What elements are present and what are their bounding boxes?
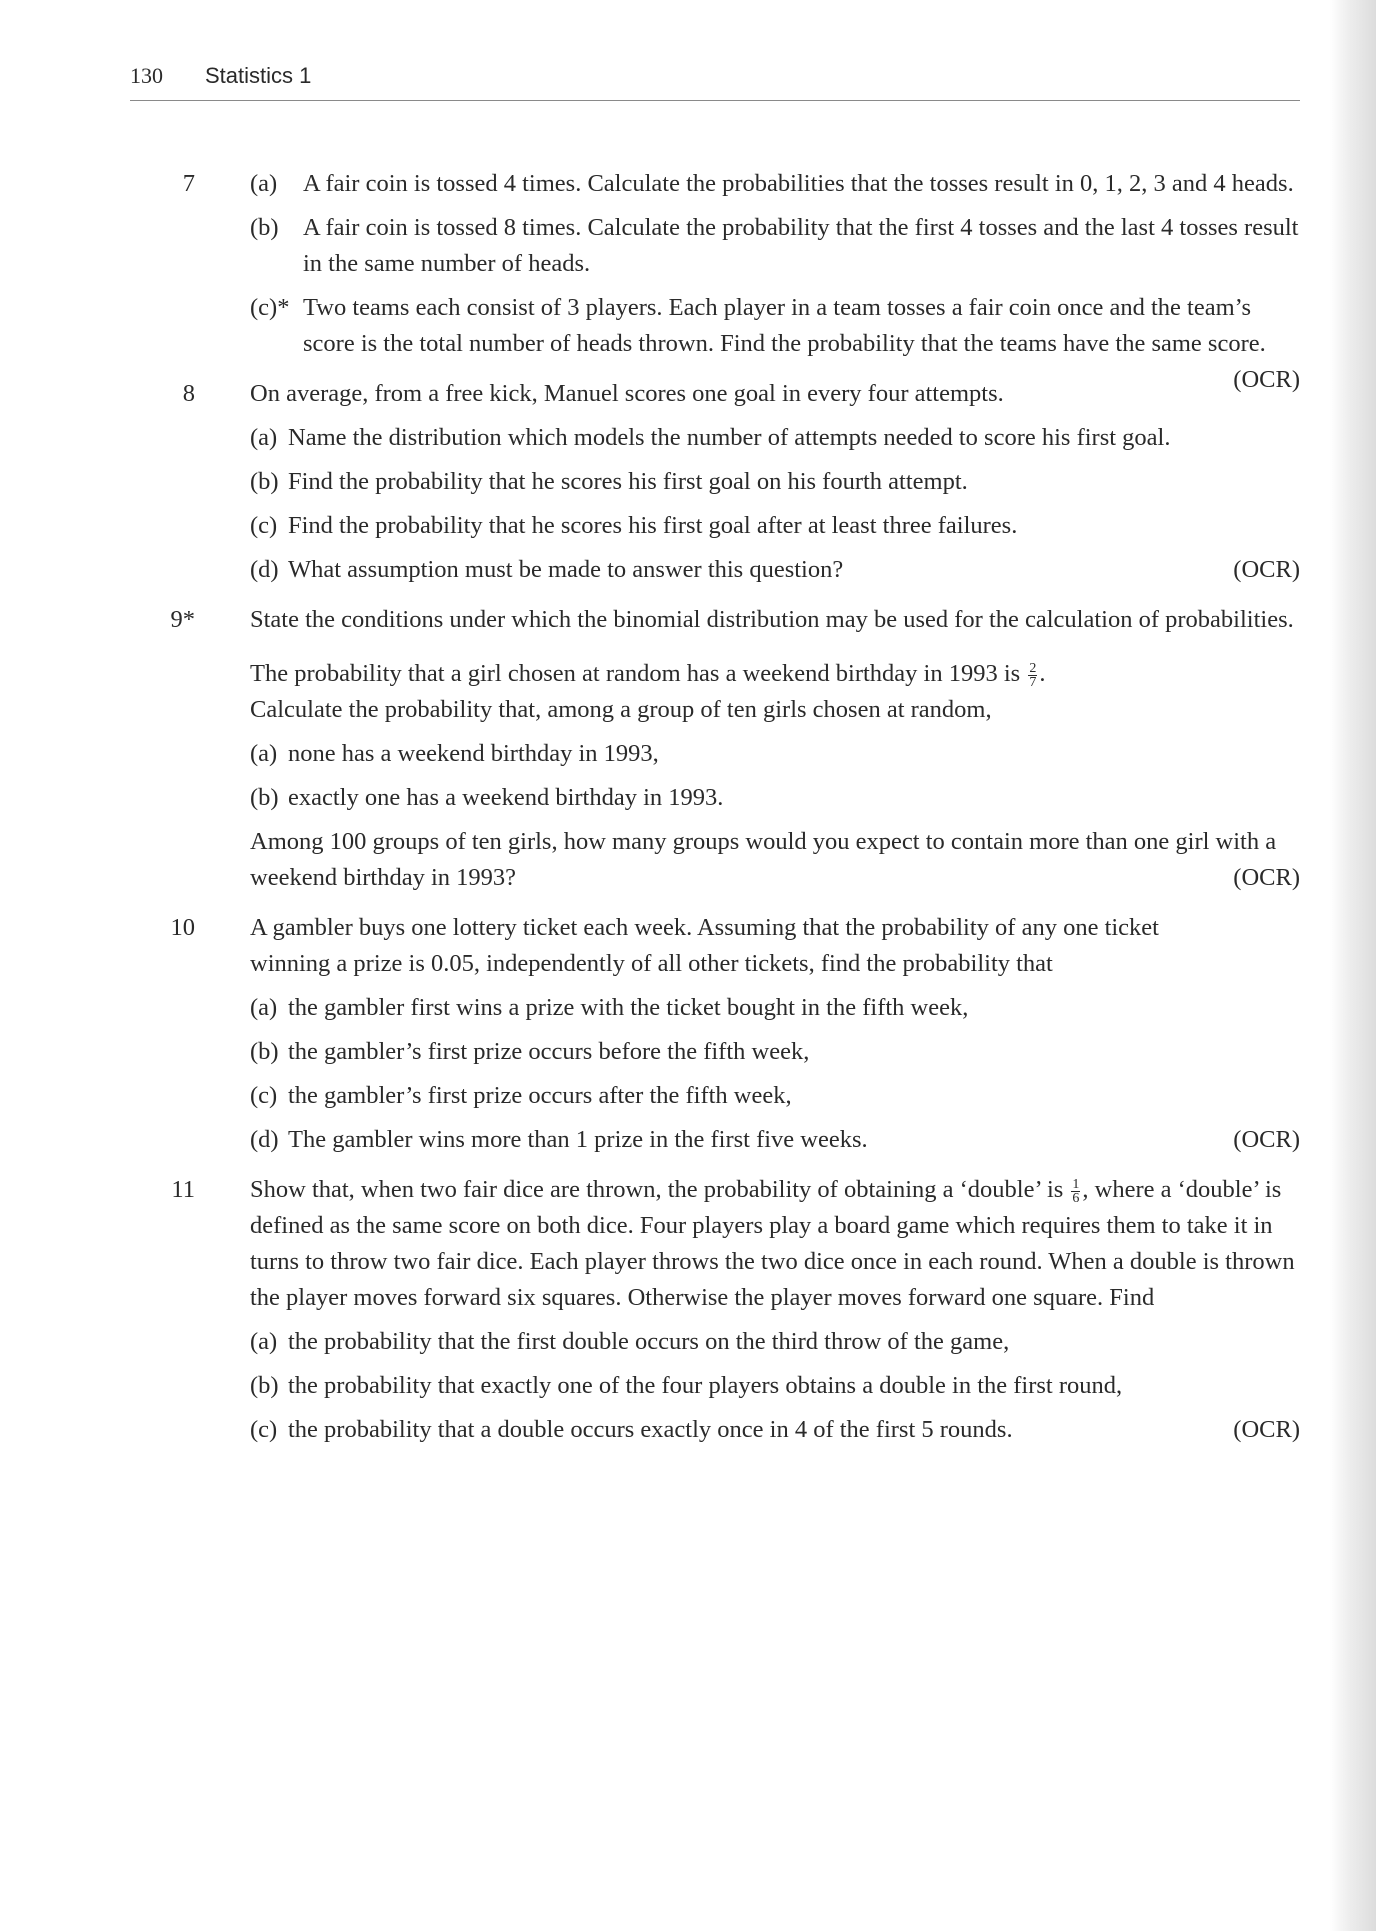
question-number: 8 xyxy=(182,380,195,407)
paragraph-text: The probability that a girl chosen at random has a weekend birthday in 1993 is xyxy=(250,660,1021,687)
part-text: the probability that the first double occurs on the third throw of the game, xyxy=(288,1328,1010,1355)
part-label: (b) xyxy=(250,1038,279,1065)
fraction-denominator: 7 xyxy=(1029,674,1037,690)
question-stem: State the conditions under which the binomial distribution may be used for the calculation of probabilities. xyxy=(250,606,1294,633)
part-label: (c) xyxy=(250,1082,278,1109)
part-label: (b) xyxy=(250,468,279,495)
part-text: the probability that exactly one of the four players obtains a double in the first round, xyxy=(288,1372,1123,1399)
fraction xyxy=(1071,1178,1080,1205)
part-label: (a) xyxy=(250,740,278,767)
question-number: 9* xyxy=(170,606,195,633)
question-part xyxy=(200,1034,1300,1070)
source-label: (OCR) xyxy=(1233,556,1300,583)
question-part xyxy=(200,290,1300,393)
part-text: Find the probability that he scores his first goal on his fourth attempt. xyxy=(288,468,968,495)
question-part xyxy=(200,210,1300,282)
part-label: (c) xyxy=(250,512,278,539)
paragraph-text: Among 100 groups of ten girls, how many groups would you expect to contain more than one girl with a weekend birthday in 1993? xyxy=(250,828,1277,891)
page-edge-shadow xyxy=(1330,0,1376,1931)
source-label: (OCR) xyxy=(1233,864,1300,891)
source-label: (OCR) xyxy=(1233,1416,1300,1443)
part-label: (b) xyxy=(250,784,279,811)
part-label: (d) xyxy=(250,556,279,583)
question-stem: Show that, when two fair dice are thrown, the probability of obtaining a ‘double’ is $\frac{1}{6}$ , where a ‘double’ is defined as the same score on both dice. Four players play a board game which requires them to take it in turns to throw two fair dice. Each player throws the two dice once in each round. When a double is thrown the player moves forward six squares. Otherwise the player moves forward one square. Find xyxy=(250,1176,1295,1311)
question-7 xyxy=(182,166,1300,393)
question-9 xyxy=(170,602,1300,896)
part-text: exactly one has a weekend birthday in 1993. xyxy=(288,784,724,811)
part-label: (c) xyxy=(250,1416,278,1443)
part-label: (b) xyxy=(250,214,279,241)
question-part xyxy=(200,780,1300,816)
question-part xyxy=(200,508,1300,544)
part-text: the probability that a double occurs exactly once in 4 of the first 5 rounds. xyxy=(288,1416,1013,1443)
question-part xyxy=(200,1122,1300,1158)
question-part xyxy=(200,990,1300,1026)
part-text: Find the probability that he scores his first goal after at least three failures. xyxy=(288,512,1018,539)
stem-text: Show that, when two fair dice are thrown, the probability of obtaining a ‘double’ is xyxy=(250,1176,1064,1203)
part-text: A fair coin is tossed 4 times. Calculate the probabilities that the tosses result in 0, 1, 2, 3 and 4 heads. xyxy=(303,170,1294,197)
question-number: 10 xyxy=(170,914,195,941)
question-number: 7 xyxy=(182,170,195,197)
paragraph-text: Calculate the probability that, among a group of ten girls chosen at random, xyxy=(250,696,992,723)
source-label: (OCR) xyxy=(1233,366,1300,393)
part-label: (d) xyxy=(250,1126,279,1153)
question-part xyxy=(200,1368,1300,1404)
fraction xyxy=(1028,662,1037,689)
question-stem: A gambler buys one lottery ticket each week. Assuming that the probability of any one ticket winning a prize is 0.05, independently of all other tickets, find the probability that xyxy=(250,914,1159,977)
source-label: (OCR) xyxy=(1233,1126,1300,1153)
part-text: the gambler first wins a prize with the ticket bought in the fifth week, xyxy=(288,994,969,1021)
question-part xyxy=(200,1412,1300,1448)
part-label: (b) xyxy=(250,1372,279,1399)
question-part xyxy=(200,420,1300,456)
question-8 xyxy=(182,376,1300,588)
question-stem: On average, from a free kick, Manuel scores one goal in every four attempts. xyxy=(250,380,1004,407)
question-part xyxy=(200,464,1300,500)
fraction-numerator: 2 xyxy=(1029,660,1037,676)
part-text: Two teams each consist of 3 players. Each player in a team tosses a fair coin once and the team’s score is the total number of heads thrown. Find the probability that the teams have the same score. xyxy=(303,294,1266,357)
question-part xyxy=(200,552,1300,588)
stem-text: where a ‘double’ is defined as the same score on both dice. Four players play a board game which requires them to take it in turns to throw two fair dice. Each player throws the two dice once in each round. When a double is thrown the player moves forward six squares. Otherwise the player moves forward one square. Find xyxy=(250,1176,1295,1311)
page-number: 130 xyxy=(130,63,163,88)
question-11 xyxy=(171,1172,1300,1448)
book-title: Statistics 1 xyxy=(205,63,312,88)
question-number: 11 xyxy=(171,1176,195,1203)
part-text: A fair coin is tossed 8 times. Calculate the probability that the first 4 tosses and the last 4 tosses result in the same number of heads. xyxy=(303,214,1299,277)
question-10 xyxy=(170,910,1300,1158)
part-label: (a) xyxy=(250,170,278,197)
part-text: the gambler’s first prize occurs after the fifth week, xyxy=(288,1082,792,1109)
question-paragraph xyxy=(200,824,1300,896)
question-part xyxy=(200,1324,1300,1360)
question-part xyxy=(200,1078,1300,1114)
question-part xyxy=(200,736,1300,772)
part-text: The gambler wins more than 1 prize in the first five weeks. xyxy=(288,1126,868,1153)
part-label: (a) xyxy=(250,424,278,451)
exercise-content xyxy=(170,166,1300,1456)
part-text: Name the distribution which models the number of attempts needed to score his first goal. xyxy=(288,424,1171,451)
fraction-denominator: 6 xyxy=(1072,1190,1080,1206)
part-text: What assumption must be made to answer this question? xyxy=(288,556,844,583)
part-label: (a) xyxy=(250,994,278,1021)
question-paragraph: The probability that a girl chosen at random has a weekend birthday in 1993 is $\frac{2}{7}$ . Calculate the probability that, among a group of ten girls chosen at random, xyxy=(250,660,1046,723)
part-label: (c)* xyxy=(250,294,290,321)
question-part xyxy=(200,166,1300,202)
part-label: (a) xyxy=(250,1328,278,1355)
part-text: none has a weekend birthday in 1993, xyxy=(288,740,659,767)
part-text: the gambler’s first prize occurs before the fifth week, xyxy=(288,1038,810,1065)
page-header xyxy=(130,60,1300,101)
fraction-numerator: 1 xyxy=(1072,1176,1080,1192)
